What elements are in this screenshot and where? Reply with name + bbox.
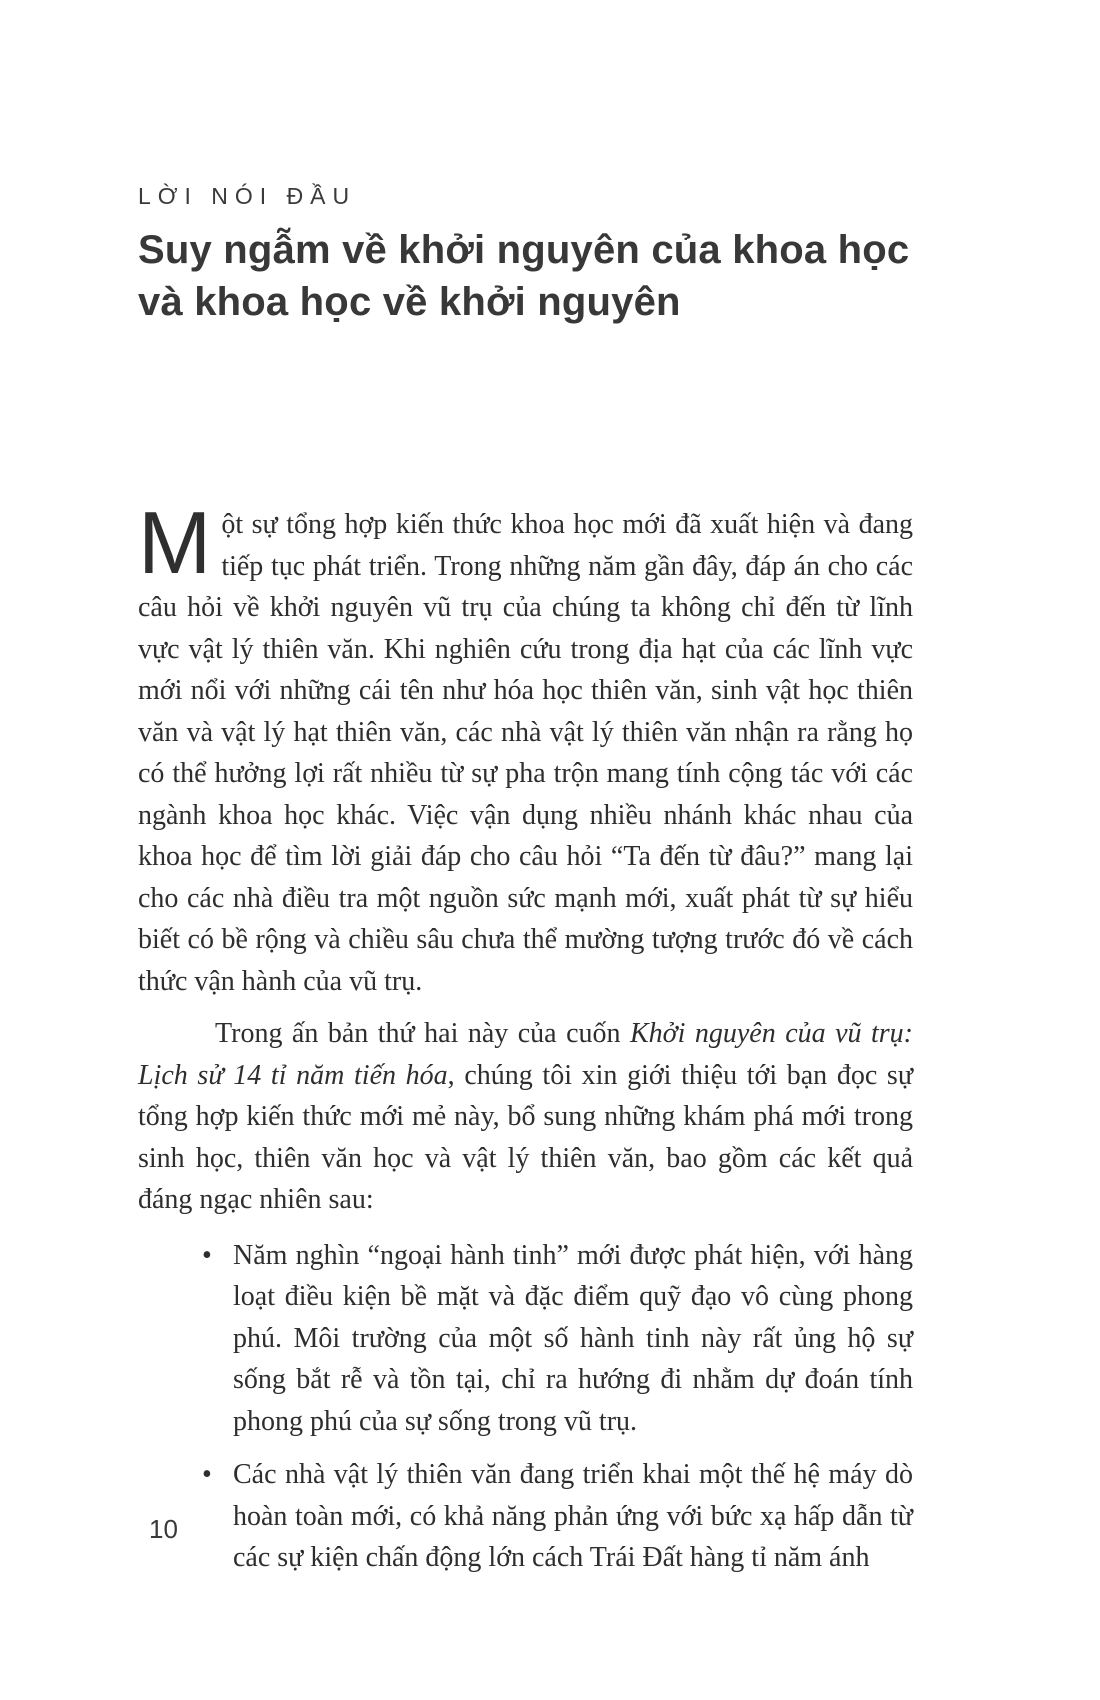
paragraph-intro-text: ột sự tổng hợp kiến thức khoa học mới đã xuất hiện và đang tiếp tục phát triển. Trong những năm gần đây, đáp án cho các câu hỏi về khởi nguyên vũ trụ của chúng ta không chỉ đến từ lĩnh vực vật lý thiên văn. Khi nghiên cứu trong địa hạt của các lĩnh vực mới nổi với những cái tên như hóa học thiên văn, sinh vật học thiên văn và vật lý hạt thiên văn, các nhà vật lý thiên văn nhận ra rằng họ có thể hưởng lợi rất nhiều từ sự pha trộn mang tính cộng tác với các ngành khoa học khác. Việc vận dụng nhiều nhánh khác nhau của khoa học để tìm lời giải đáp cho câu hỏi “Ta đến từ đâu?” mang lại cho các nhà điều tra một nguồn sức mạnh mới, xuất phát từ sự hiểu biết có bề rộng và chiều sâu chưa thể mường tượng trước đó về cách thức vận hành của vũ trụ. (138, 509, 913, 997)
list-item-text: Năm nghìn “ngoại hành tinh” mới được phát hiện, với hàng loạt điều kiện bề mặt và đặc điểm quỹ đạo vô cùng phong phú. Môi trường của một số hành tinh này rất ủng hộ sự sống bắt rễ và tồn tại, chỉ ra hướng đi nhằm dự đoán tính phong phú của sự sống trong vũ trụ. (233, 1239, 913, 1437)
page-title-line-2: và khoa học về khởi nguyên (138, 280, 681, 324)
highlights-list (138, 1235, 913, 1579)
page-content (138, 0, 913, 1579)
list-item-text: Các nhà vật lý thiên văn đang triển khai một thế hệ máy dò hoàn toàn mới, có khả năng phản ứng với bức xạ hấp dẫn từ các sự kiện chấn động lớn cách Trái Đất hàng tỉ năm ánh (233, 1459, 913, 1573)
drop-cap: M (138, 493, 212, 592)
book-title-italic: Khởi nguyên của vũ trụ: Lịch sử 14 tỉ năm tiến hóa (138, 1018, 913, 1091)
section-kicker: LỜI NÓI ĐẦU (138, 183, 357, 209)
bullet-icon: • (202, 1459, 212, 1490)
paragraph-second-edition-after: , chúng tôi xin giới thiệu tới bạn đọc sự tổng hợp kiến thức mới mẻ này, bổ sung những khám phá mới trong sinh học, thiên văn học và vật lý thiên văn, bao gồm các kết quả đáng ngạc nhiên sau: (138, 1059, 913, 1215)
bullet-icon: • (202, 1239, 212, 1271)
paragraph-second-edition-before: Trong ấn bản thứ hai này của cuốn (215, 1018, 630, 1049)
paragraph-second-edition (138, 1013, 913, 1221)
page-number: 10 (149, 1514, 178, 1544)
list-item (138, 1454, 913, 1579)
paragraph-intro (138, 493, 913, 1002)
page-title (138, 224, 913, 328)
page-title-line-1: Suy ngẫm về khởi nguyên của khoa học (138, 228, 910, 272)
list-item (138, 1235, 913, 1443)
